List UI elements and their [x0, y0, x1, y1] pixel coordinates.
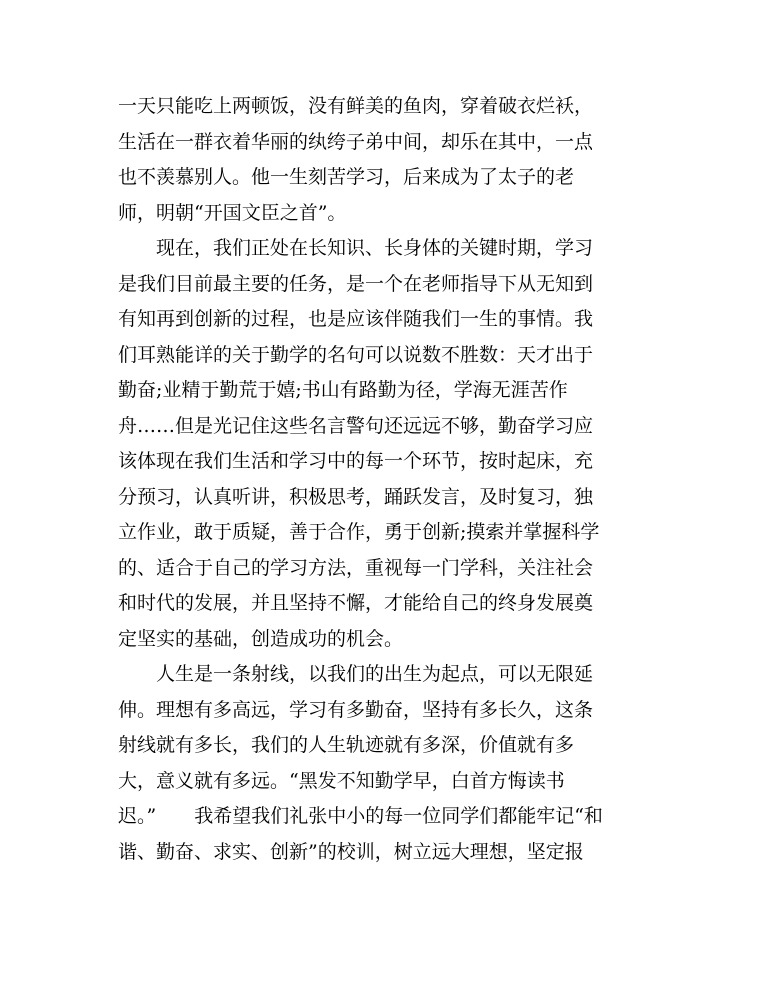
text-line: 谐、勤奋、求实、创新”的校训，树立远大理想，坚定报 — [118, 841, 584, 863]
text-line: 师，明朝“开国文臣之首”。 — [118, 202, 347, 224]
text-line: 立作业，敢于质疑，善于合作，勇于创新;摸索并掌握科学 — [118, 521, 600, 543]
text-line: 生活在一群衣着华丽的纨绔子弟中间，却乐在其中，一点 — [118, 131, 594, 153]
text-line: 迟。” 我希望我们礼张中小的每一位同学们都能牢记“和 — [118, 805, 603, 827]
text-line: 伸。理想有多高远，学习有多勤奋，坚持有多长久，这条 — [118, 699, 594, 721]
text-line: 射线就有多长，我们的人生轨迹就有多深，价值就有多 — [118, 734, 575, 756]
text-line: 也不羡慕别人。他一生刻苦学习，后来成为了太子的老 — [118, 166, 575, 188]
text-line: 大，意义就有多远。“黑发不知勤学早，白首方悔读书 — [118, 770, 565, 792]
text-line: 的、适合于自己的学习方法，重视每一门学科，关注社会 — [118, 557, 594, 579]
text-line: 该体现在我们生活和学习中的每一个环节，按时起床，充 — [118, 450, 594, 472]
text-line: 定坚实的基础，创造成功的机会。 — [118, 628, 404, 650]
text-line: 们耳熟能详的关于勤学的名句可以说数不胜数：天才出于 — [118, 344, 594, 366]
text-line: 舟……但是光记住这些名言警句还远远不够，勤奋学习应 — [118, 415, 594, 437]
text-line: 勤奋;业精于勤荒于嬉;书山有路勤为径，学海无涯苦作 — [118, 379, 568, 401]
text-line: 和时代的发展，并且坚持不懈，才能给自己的终身发展奠 — [118, 592, 594, 614]
paragraph-start-line: 现在，我们正处在长知识、长身体的关键时期，学习 — [118, 237, 594, 259]
text-line: 一天只能吃上两顿饭，没有鲜美的鱼肉，穿着破衣烂袄， — [118, 95, 594, 117]
text-line: 分预习，认真听讲，积极思考，踊跃发言，及时复习，独 — [118, 486, 594, 508]
paragraph-start-line: 人生是一条射线，以我们的出生为起点，可以无限延 — [118, 663, 594, 685]
text-line: 是我们目前最主要的任务，是一个在老师指导下从无知到 — [118, 273, 594, 295]
text-line: 有知再到创新的过程，也是应该伴随我们一生的事情。我 — [118, 308, 594, 330]
